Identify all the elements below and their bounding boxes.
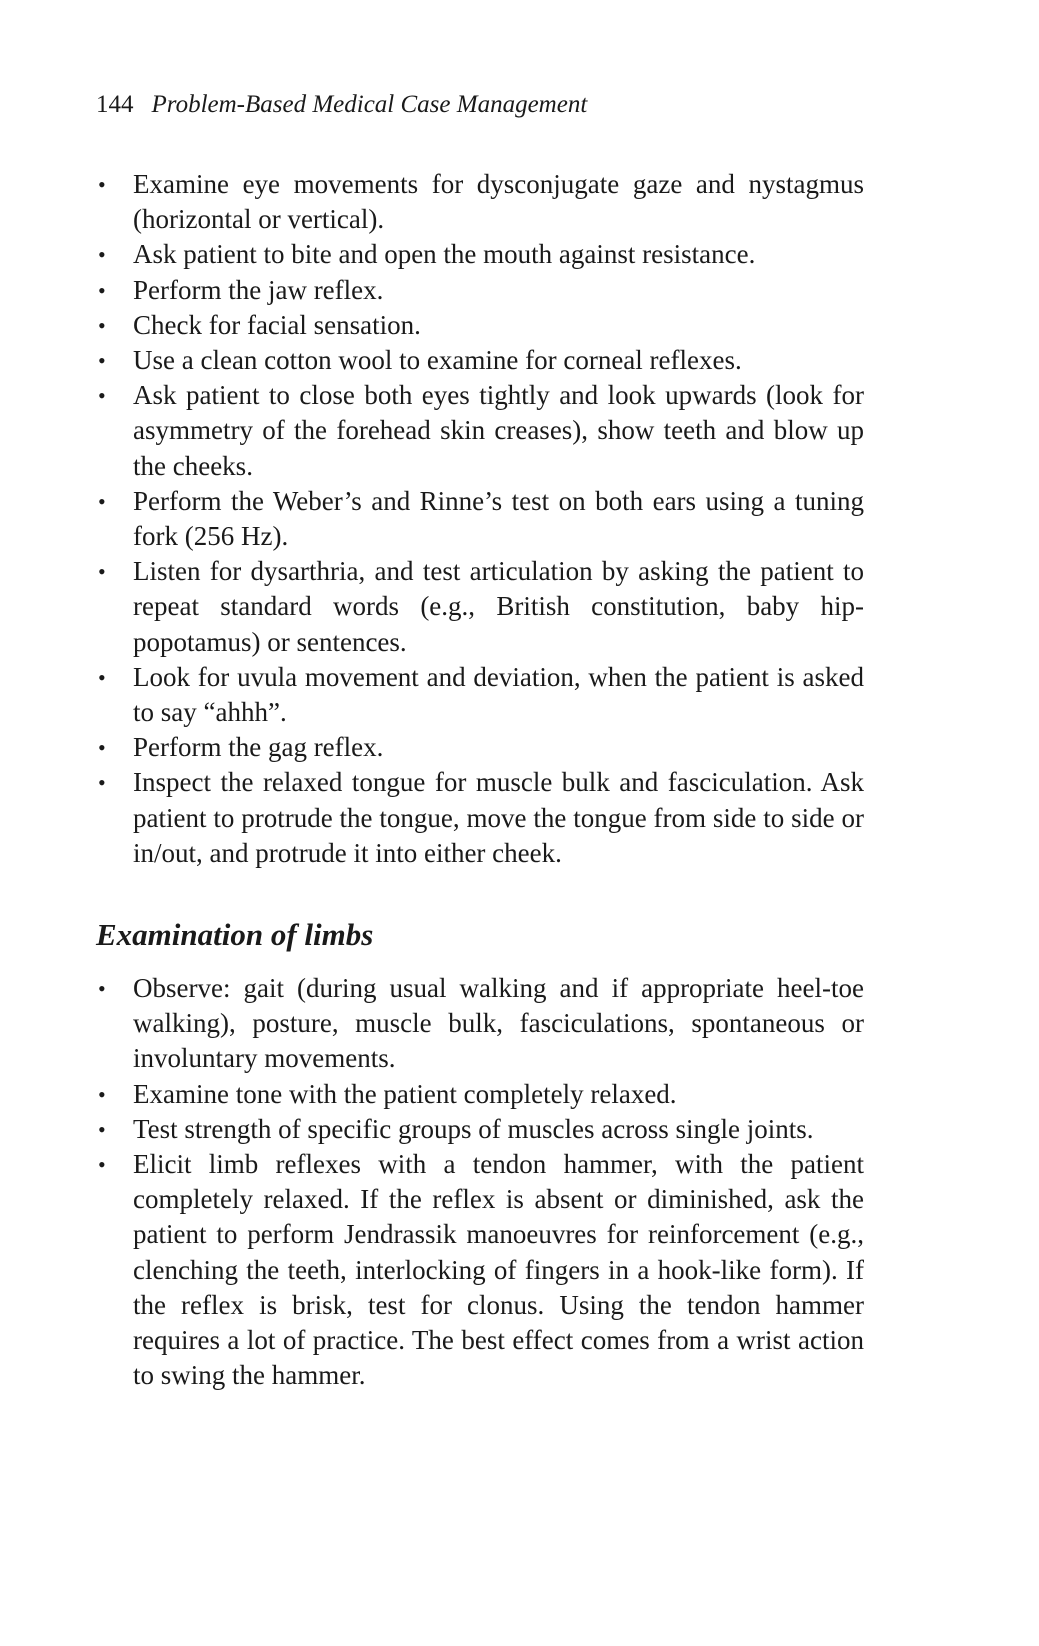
bullet-icon: • xyxy=(98,277,106,303)
list-item-text: Perform the gag reflex. xyxy=(133,732,384,763)
bullet-icon: • xyxy=(98,1152,106,1178)
list-item xyxy=(96,660,864,730)
list-item xyxy=(96,273,864,308)
list-item-text: Use a clean cotton wool to examine for corneal reflexes. xyxy=(133,345,742,376)
list-item-text: Perform the jaw reflex. xyxy=(133,274,384,305)
list-item-text: Look for uvula movement and deviation, when the patient is asked to say “ahhh”. xyxy=(133,661,864,728)
bullet-icon: • xyxy=(98,770,106,796)
bullet-icon: • xyxy=(98,348,106,374)
bullet-icon: • xyxy=(98,1116,106,1142)
section-heading: Examination of limbs xyxy=(96,917,374,952)
list-item-text: Check for facial sensation. xyxy=(133,309,421,340)
list-item xyxy=(96,1112,864,1147)
list-item-text: Test strength of specific groups of muscles across single joints. xyxy=(133,1113,814,1144)
list-item xyxy=(96,1147,864,1393)
limbs-exam-list xyxy=(96,971,864,1393)
bullet-icon: • xyxy=(98,735,106,761)
list-item xyxy=(96,308,864,343)
page-number: 144 xyxy=(96,91,134,118)
list-item-text: Examine tone with the patient completely relaxed. xyxy=(133,1078,677,1109)
list-item xyxy=(96,730,864,765)
bullet-icon: • xyxy=(98,488,106,514)
bullet-icon: • xyxy=(98,1081,106,1107)
bullet-icon: • xyxy=(98,664,106,690)
list-item xyxy=(96,484,864,554)
bullet-icon: • xyxy=(98,172,106,197)
bullet-icon: • xyxy=(98,559,106,585)
list-item-text: Ask patient to close both eyes tightly and look upwards (look for asymmetry of the forehead skin creases), show teeth and blow up the cheeks. xyxy=(133,380,864,481)
list-item-text: Observe: gait (during usual walking and if appropriate heel-toe walking), posture, muscle bulk, fasciculations, spontaneous or involuntary movements. xyxy=(133,973,864,1074)
list-item xyxy=(96,765,864,871)
list-item-text: Ask patient to bite and open the mouth against resistance. xyxy=(133,239,756,270)
book-title: Problem-Based Medical Case Management xyxy=(151,91,588,118)
list-item-text: Listen for dysarthria, and test articulation by asking the patient to repeat standard words (e.g., British constitution, baby hippopotamus) or sentences. xyxy=(133,556,864,657)
list-item xyxy=(96,971,864,1077)
list-item-text: Inspect the relaxed tongue for muscle bulk and fasciculation. Ask patient to protrude the tongue, move the tongue from side to side or in/out, and protrude it into either cheek. xyxy=(133,767,864,868)
bullet-icon: • xyxy=(98,976,106,1001)
bullet-icon: • xyxy=(98,242,106,268)
list-item xyxy=(96,378,864,484)
list-item-text: Examine eye movements for dysconjugate gaze and nystagmus (horizontal or vertical). xyxy=(133,169,864,235)
running-head xyxy=(96,88,587,122)
list-item xyxy=(96,237,864,272)
list-item xyxy=(96,167,864,237)
bullet-icon: • xyxy=(98,383,106,409)
list-item-text: Elicit limb reflexes with a tendon hammer, with the patient completely relaxed. If the reflex is absent or diminished, ask the patient to perform Jendrassik manoeuvres for reinforcement (e.g., clenching the teeth, interlocking of fingers in a hook-like form). If the reflex is brisk, test for clonus. Using the tendon hammer requires a lot of practice. The best effect comes from a wrist action to swing the hammer. xyxy=(133,1149,864,1391)
list-item xyxy=(96,554,864,660)
cranial-nerve-exam-list xyxy=(96,167,864,871)
list-item xyxy=(96,343,864,378)
list-item-text: Perform the Weber’s and Rinne’s test on both ears using a tuning fork (256 Hz). xyxy=(133,485,864,552)
list-item xyxy=(96,1077,864,1112)
bullet-icon: • xyxy=(98,312,106,338)
